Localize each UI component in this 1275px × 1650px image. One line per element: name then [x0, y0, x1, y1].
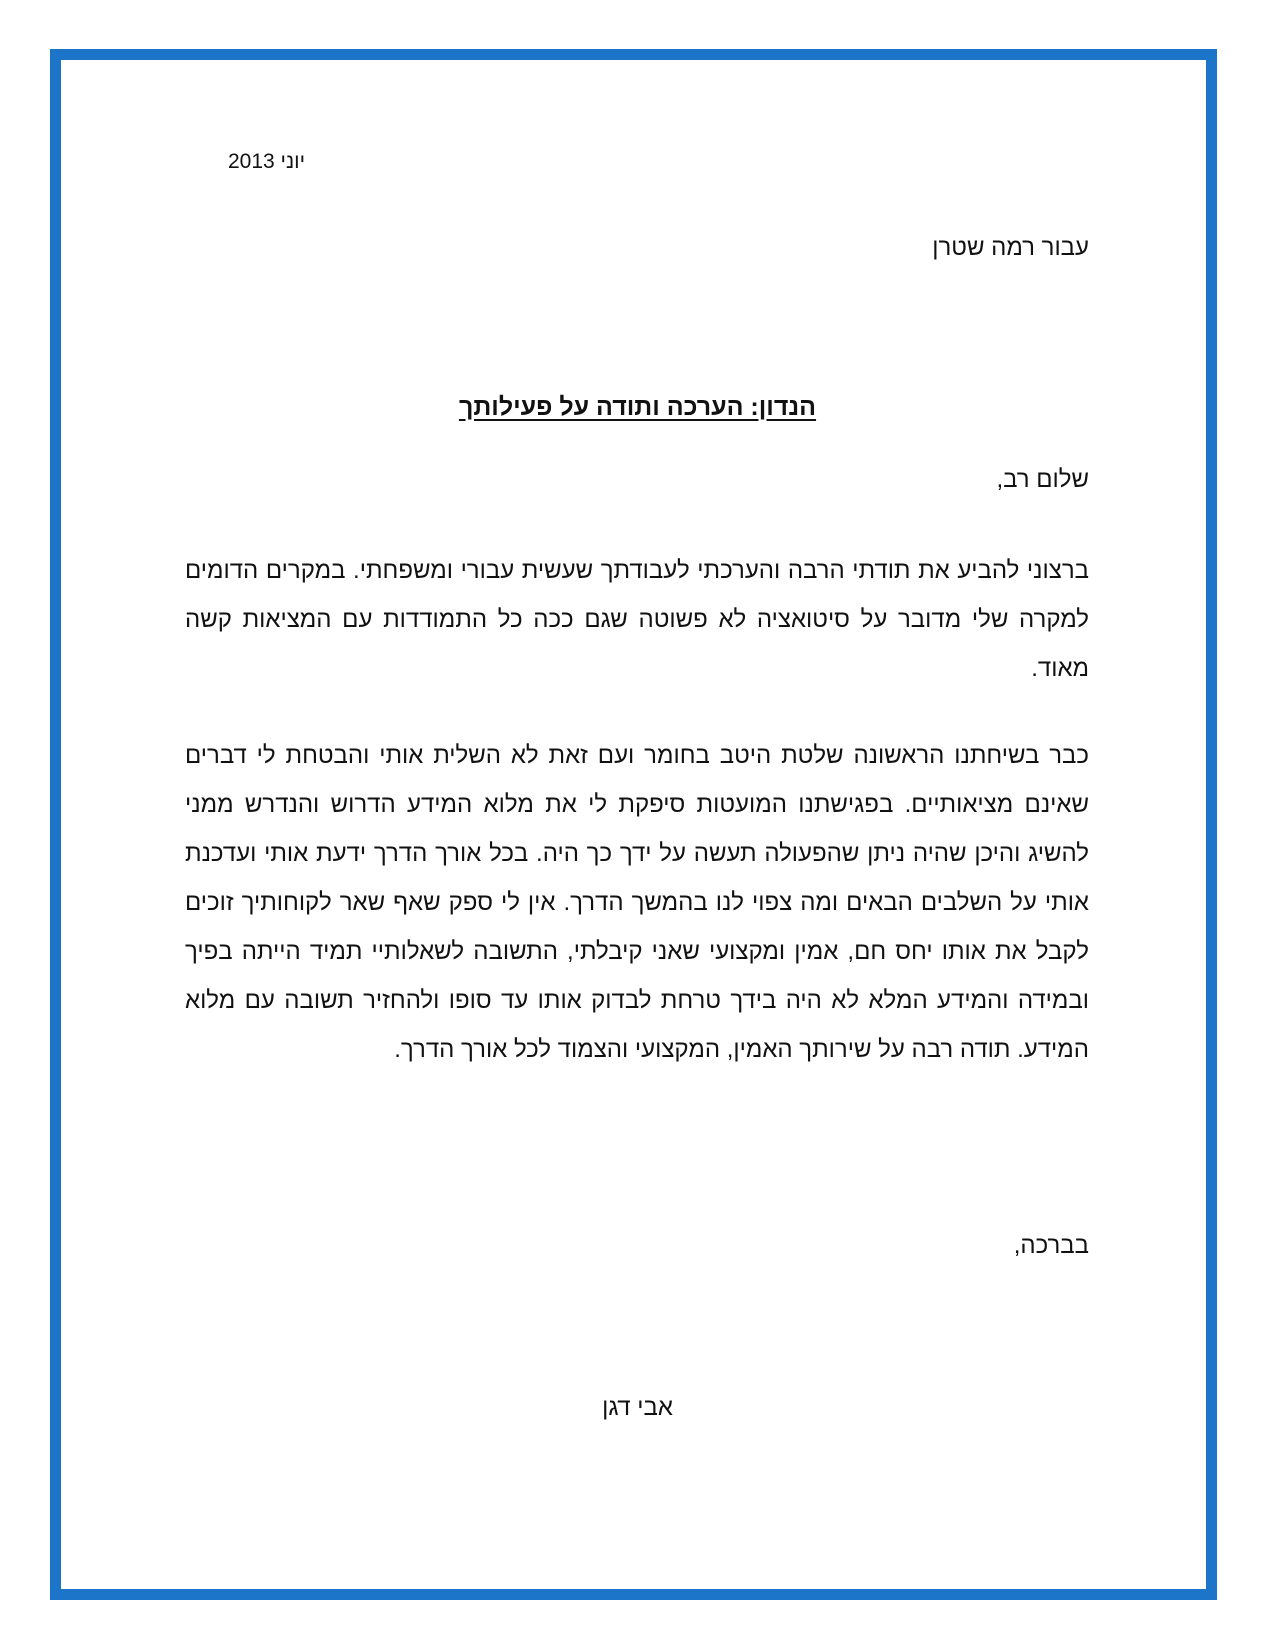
letter-date: יוני 2013	[228, 150, 306, 173]
signature-name: אבי דגן	[602, 1394, 673, 1421]
body-paragraph: כבר בשיחתנו הראשונה שלטת היטב בחומר ועם זאת לא השלית אותי והבטחת לי דברים שאינם מציאותיים. בפגישתנו המועטות סיפקת לי את מלוא המידע הדרוש והנדרש ממני להשיג והיכן שהיה ניתן שהפעולה תעשה על ידך כך היה. בכל אורך הדרך ידעת אותי ועדכנת אותי על השלבים הבאים ומה צפוי לנו בהמשך הדרך. אין לי ספק שאף שאר לקוחותיך זוכים לקבל את אותו יחס חם, אמין ומקצועי שאני קיבלתי, התשובה לשאלותיי תמיד הייתה בפיך ובמידה והמידע המלא לא היה בידך טרחת לבדוק אותו עד סופו ולהחזיר תשובה עם מלוא המידע. תודה רבה על שירותך האמין, המקצועי והצמוד לכל אורך הדרך.	[185, 742, 1089, 1063]
body-paragraph: ברצוני להביע את תודתי הרבה והערכתי לעבודתך שעשית עבורי ומשפחתי. במקרים הדומים למקרה שלי מדובר על סיטואציה לא פשוטה שגם ככה כל התמודדות עם המציאות קשה מאוד.	[185, 557, 1089, 682]
recipient-line: עבור רמה שטרן	[932, 234, 1089, 261]
closing: בברכה,	[1013, 1232, 1089, 1259]
subject-heading: הנדון: הערכה ותודה על פעילותך	[458, 393, 817, 421]
greeting: שלום רב,	[996, 466, 1089, 493]
